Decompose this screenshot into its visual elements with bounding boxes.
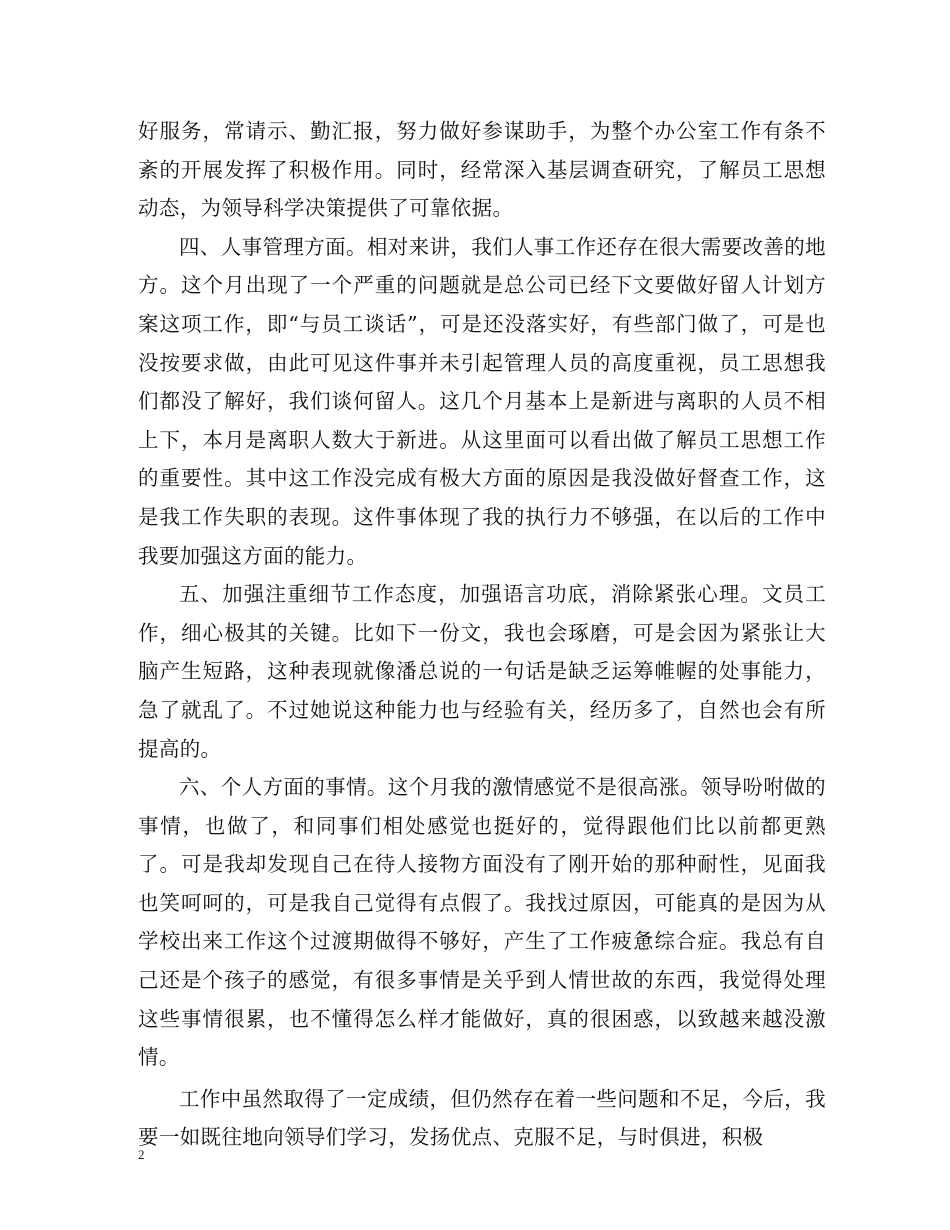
- document-body: [138, 112, 826, 1157]
- page-number: 2: [138, 1147, 145, 1162]
- paragraph-5: 工作中虽然取得了一定成绩，但仍然存在着一些问题和不足，今后，我要一如既往地向领导们学习，发扬优点、克服不足，与时俱进，积极: [138, 1086, 826, 1150]
- paragraph-2: 四、人事管理方面。相对来讲，我们人事工作还存在很大需要改善的地方。这个月出现了一个严重的问题就是总公司已经下文要做好留人计划方案这项工作，即“与员工谈话”，可是还没落实好，有些部门做了，可是也没按要求做，由此可见这件事并未引起管理人员的高度重视，员工思想我们都没了解好，我们谈何留人。这几个月基本上是新进与离职的人员不相上下，本月是离职人数大于新进。从这里面可以看出做了解员工思想工作的重要性。其中这工作没完成有极大方面的原因是我没做好督查工作，这是我工作失职的表现。这件事体现了我的执行力不够强，在以后的工作中我要加强这方面的能力。: [138, 234, 826, 568]
- paragraph-3: 五、加强注重细节工作态度，加强语言功底，消除紧张心理。文员工作，细心极其的关键。比如下一份文，我也会琢磨，可是会因为紧张让大脑产生短路，这种表现就像潘总说的一句话是缺乏运筹帷幄的处事能力，急了就乱了。不过她说这种能力也与经验有关，经历多了，自然也会有所提高的。: [138, 582, 826, 761]
- paragraph-4: 六、个人方面的事情。这个月我的激情感觉不是很高涨。领导吩咐做的事情，也做了，和同事们相处感觉也挺好的，觉得跟他们比以前都更熟了。可是我却发现自己在待人接物方面没有了刚开始的那种耐性，见面我也笑呵呵的，可是我自己觉得有点假了。我找过原因，可能真的是因为从学校出来工作这个过渡期做得不够好，产生了工作疲惫综合症。我总有自己还是个孩子的感觉，有很多事情是关乎到人情世故的东西，我觉得处理这些事情很累，也不懂得怎么样才能做好，真的很困惑，以致越来越没激情。: [138, 775, 826, 1070]
- paragraph-1: 好服务，常请示、勤汇报，努力做好参谋助手，为整个办公室工作有条不紊的开展发挥了积极作用。同时，经常深入基层调查研究，了解员工思想动态，为领导科学决策提供了可靠依据。: [138, 119, 826, 221]
